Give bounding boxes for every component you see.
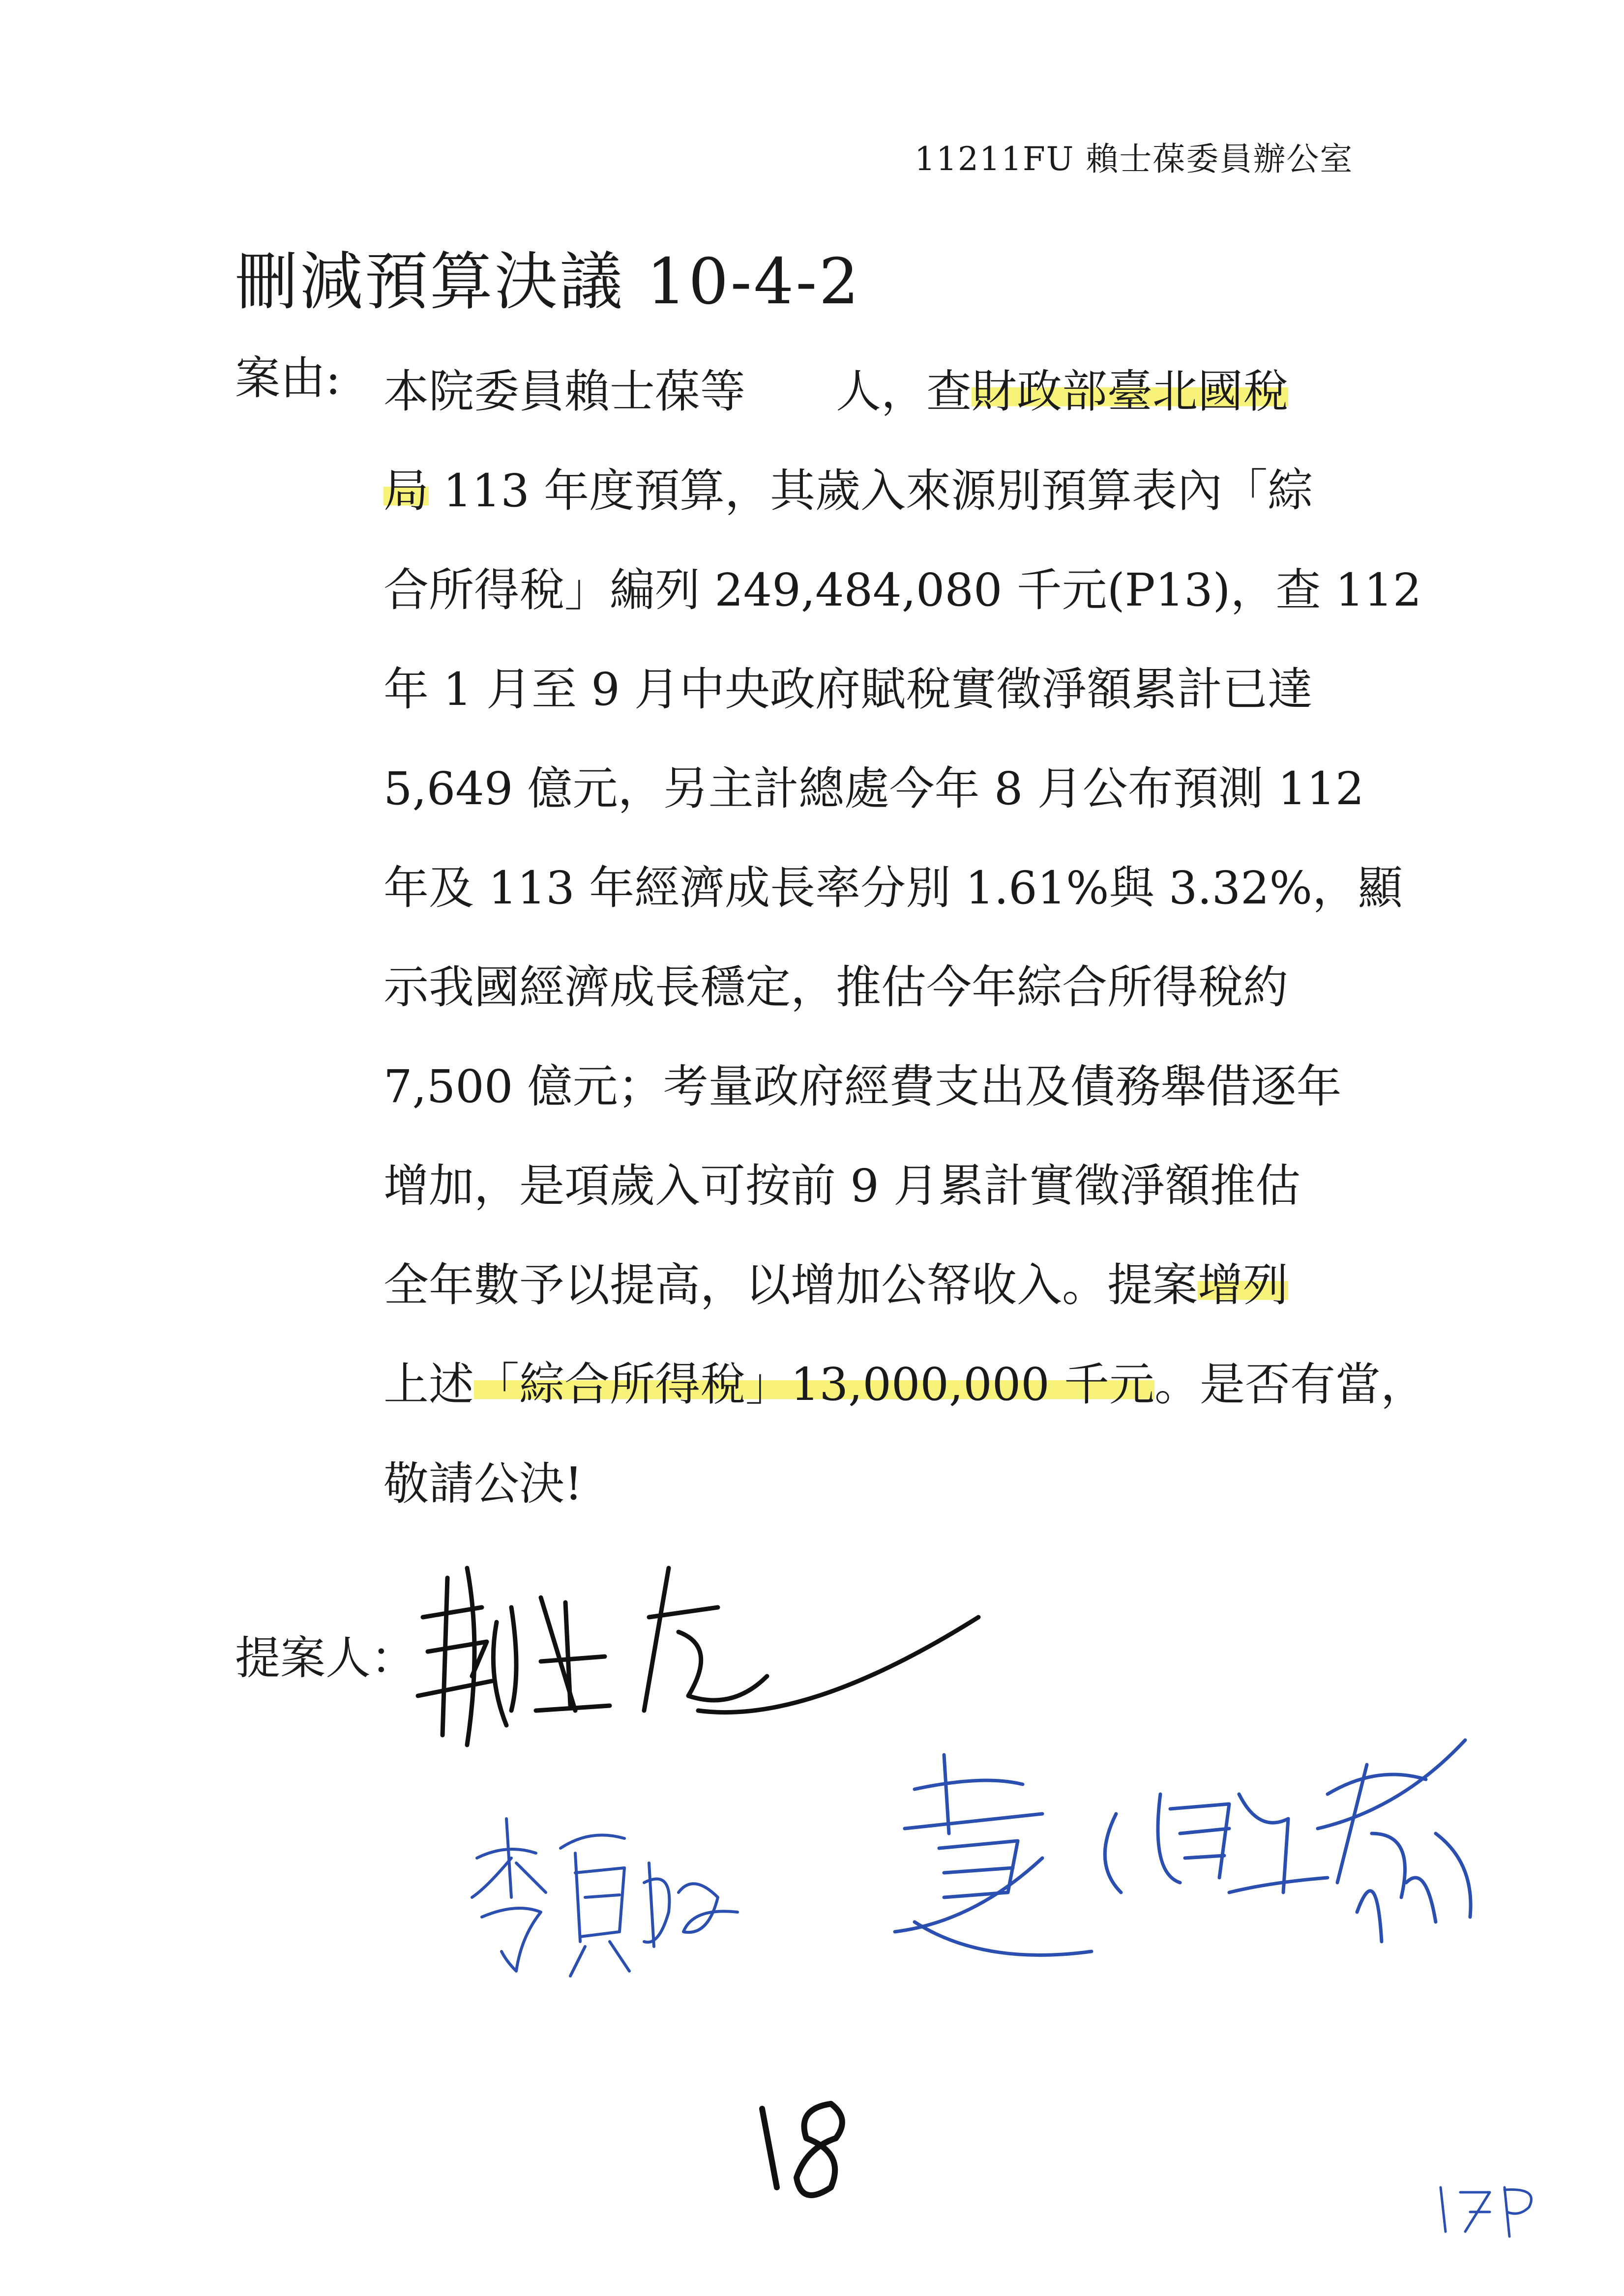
reason-label: 案由:	[235, 352, 341, 405]
handwritten-page-number	[742, 2089, 870, 2217]
office-header: 11211FU 賴士葆委員辦公室	[915, 140, 1354, 178]
body-line: 年 1 月至 9 月中央政府賦稅實徵淨額累計已達	[384, 663, 1313, 716]
body-line: 敬請公決!	[384, 1457, 583, 1510]
body-line: 增加，是項歲入可按前 9 月累計實徵淨額推估	[384, 1160, 1301, 1212]
signature-2	[462, 1799, 747, 1996]
highlighted-text: 局	[384, 465, 429, 517]
body-line: 7,500 億元；考量政府經費支出及債務舉借逐年	[384, 1060, 1342, 1113]
handwritten-page-ref	[1426, 2178, 1544, 2246]
signature-1	[413, 1548, 1003, 1755]
signature-3	[885, 1735, 1524, 2010]
body-line: 合所得稅」編列 249,484,080 千元(P13)，查 112	[384, 564, 1422, 616]
body-line: 示我國經濟成長穩定，推估今年綜合所得稅約	[384, 961, 1289, 1014]
proposer-label: 提案人：	[235, 1632, 416, 1685]
highlighted-text: 財政部臺北國稅	[972, 365, 1289, 418]
body-line: 上述「綜合所得稅」13,000,000 千元。是否有當，	[384, 1358, 1426, 1411]
body-line: 年及 113 年經濟成長率分別 1.61%與 3.32%，顯	[384, 862, 1403, 914]
document-title: 刪減預算決議 10-4-2	[235, 245, 861, 319]
reason-body	[384, 342, 1426, 1534]
highlighted-text: 增列	[1198, 1259, 1289, 1311]
body-line: 局 113 年度預算，其歲入來源別預算表內「綜	[384, 465, 1313, 517]
highlighted-text: 「綜合所得稅」13,000,000 千元	[474, 1358, 1155, 1411]
body-line: 本院委員賴士葆等 人，查財政部臺北國稅	[384, 365, 1289, 418]
body-line: 全年數予以提高，以增加公帑收入。提案增列	[384, 1259, 1289, 1311]
body-line: 5,649 億元，另主計總處今年 8 月公布預測 112	[384, 762, 1364, 815]
